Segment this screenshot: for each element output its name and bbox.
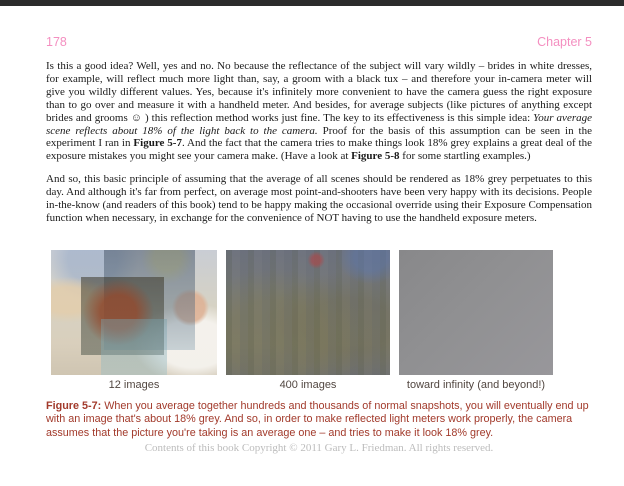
paragraph-2: And so, this basic principle of assuming that the average of all scenes should be rendered as 18% grey perpetuates to this day. And although it's far from perfect, on average most point-and-shooters have been very happy with its decisions. People in-the-know (and readers of this book) tend to be happy making the occasional override using their Exposure Compensation function when necessary, in exchange for the convenience of NOT having to use the handheld exposure meters.: [46, 173, 592, 224]
paragraph-1-mid: Proof for the basis of this assumption can be seen in the experiment I ran in: [46, 124, 592, 150]
paragraph-1-after-ref: . And the fact that the camera tries to make things look 18% grey explains a great deal of the exposure mistakes you might see your camera make. (Have a look at: [46, 137, 592, 163]
composite-image-400: [226, 250, 390, 375]
figure-5-8-reference: Figure 5-8: [351, 150, 400, 163]
figure-caption-label: Figure 5-7:: [46, 399, 102, 412]
figure-column-infinity: [399, 250, 553, 391]
image-caption-12-images: 12 images: [108, 378, 160, 391]
copyright-footer: Contents of this book Copyright © 2011 Gary L. Friedman. All rights reserved.: [144, 441, 494, 454]
chapter-label: Chapter 5: [537, 35, 592, 49]
figure-caption-text: When you average together hundreds and thousands of normal snapshots, you will eventually end up with an image that's about 18% grey. And so, in order to make reflected light meters work properly, the camera assumes that the picture you're taking is an average one – and tries to make it look 18% grey.: [46, 399, 589, 440]
paragraph-1-italic: Your average scene reflects about 18% of the light back to the camera.: [46, 111, 592, 137]
figure-images-row: [51, 250, 592, 391]
grey-18-percent-image: [399, 250, 553, 375]
figure-5-7-reference: Figure 5-7: [133, 137, 182, 150]
figure-column-12-images: [51, 250, 217, 391]
paragraph-1: [46, 60, 592, 163]
page-header: [46, 35, 592, 49]
figure-caption: [46, 400, 592, 441]
overlay-layer-teal: [101, 319, 167, 375]
image-caption-infinity: toward infinity (and beyond!): [406, 378, 546, 391]
page-number: 178: [46, 35, 67, 49]
figure-column-400-images: [226, 250, 390, 391]
paragraph-1-end: for some startling examples.): [399, 150, 531, 163]
paragraph-1-text: Is this a good idea? Well, yes and no. No because the reflectance of the subject will vary wildly – brides in white dresses, for example, will reflect much more light than, say, a groom with a black tux – and therefore your in-camera meter will give you wildly different values. Yes, because it's infinitely more convenient to have the camera guess the right exposure than to go over and measure it with a handheld meter. And besides, for average subjects (like pictures of anything except brides and grooms ☺ ) this reflection method works just fine. The key to its effectiveness is this simple idea:: [46, 60, 592, 124]
page-content: [46, 6, 592, 454]
composite-image-12: [51, 250, 217, 375]
image-caption-400-images: 400 images: [279, 378, 337, 391]
